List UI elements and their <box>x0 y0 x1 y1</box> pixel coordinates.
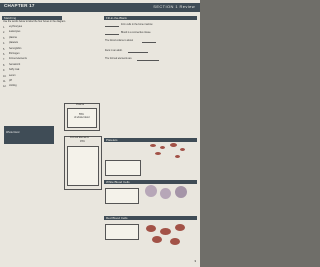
matching-item-label: platelets <box>9 41 18 45</box>
matching-item-label: formed elements <box>9 57 27 61</box>
fill-in-header: Fill-in-the-Blank <box>104 16 197 20</box>
platelets-header: Platelets <box>104 138 197 142</box>
platelet-blob <box>155 152 161 155</box>
matching-item-number: 11. <box>3 80 7 83</box>
rbc-answer-box <box>105 224 139 240</box>
fill-in-q1: form cells in the bone marrow. <box>121 23 153 26</box>
matching-item-number: 12. <box>3 85 7 89</box>
platelet-blob <box>180 148 185 151</box>
fill-in-q4: liters in an adult. <box>105 49 123 52</box>
platelet-blob <box>170 143 177 147</box>
formed-elements-percent: 45% <box>80 140 85 143</box>
matching-item-label: erythrocytes <box>9 25 23 28</box>
fill-in-q3: The blood volume is about <box>105 39 134 42</box>
platelet-blob <box>175 155 180 158</box>
red-cell <box>146 225 156 232</box>
red-cell <box>152 236 162 243</box>
platelet-blob <box>150 144 156 147</box>
matching-item-label: plasma <box>9 35 17 39</box>
matching-item-label: clotting <box>9 84 17 88</box>
section-label: SECTION 1 Review <box>153 4 195 9</box>
formed-answer-box <box>67 146 99 186</box>
matching-item-number: 1. <box>3 26 5 29</box>
red-cell <box>160 228 171 235</box>
formed-elements-label: Formed Elements <box>70 136 89 139</box>
whole-blood-label: Whole blood <box>6 131 20 134</box>
matching-item-label: hemoglobin <box>9 46 22 50</box>
fill-in-q2: Blood is a connective tissue. <box>121 31 152 34</box>
matching-instructions: Use the words below to label the four boxes in the diagram. <box>3 20 66 23</box>
answer-line <box>105 34 119 35</box>
answer-line <box>128 52 148 53</box>
page-number: 3 <box>194 259 196 263</box>
white-cell <box>160 188 171 199</box>
matching-item-number: 10. <box>3 74 7 78</box>
answer-line <box>105 26 119 27</box>
plasma-label: Plasma <box>76 103 84 106</box>
matching-item-number: 7. <box>3 58 5 62</box>
red-cell <box>175 224 185 231</box>
matching-item-label: leukocytes <box>9 30 21 34</box>
chapter-title: CHAPTER 17 <box>4 3 35 8</box>
platelets-answer-box <box>105 160 141 176</box>
matching-item-number: 4. <box>3 42 5 46</box>
plasma-percent: 55% <box>79 113 84 116</box>
rbc-header: Red Blood Cells <box>104 216 197 220</box>
platelet-blob <box>160 146 165 149</box>
white-cell <box>145 185 157 197</box>
matching-item-number: 8. <box>3 63 5 67</box>
matching-item-label: hematocrit <box>9 62 21 66</box>
fill-in-q5: The formed elements are <box>105 57 132 60</box>
matching-item-number: 3. <box>3 36 5 40</box>
matching-item-label: pH <box>9 79 13 82</box>
matching-item-number: 2. <box>3 31 5 35</box>
matching-item-label: buffy coat <box>9 68 20 72</box>
wbc-header: White Blood Cells <box>104 180 197 184</box>
white-cell <box>175 186 187 198</box>
matching-item-number: 5. <box>3 47 5 51</box>
whole-blood-arrow <box>4 126 54 144</box>
chapter-subtitle: Blood <box>4 9 15 13</box>
matching-item-label: serum <box>9 73 16 77</box>
matching-item-number: 9. <box>3 69 5 73</box>
plasma-percent-caption: of whole blood <box>74 116 90 119</box>
red-cell <box>170 238 180 245</box>
answer-line <box>137 60 159 61</box>
matching-item-number: 6. <box>3 53 5 56</box>
matching-header: Matching <box>2 16 62 20</box>
answer-line <box>142 42 156 43</box>
wbc-answer-box <box>105 188 139 204</box>
matching-item-label: fibrinogen <box>9 52 20 55</box>
